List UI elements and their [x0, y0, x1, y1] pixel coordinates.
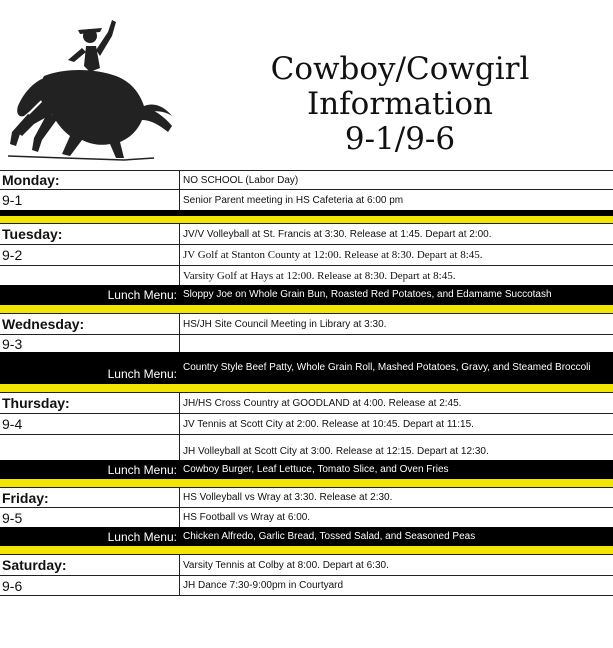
wednesday-day: Wednesday: [0, 314, 180, 334]
wednesday-lunch-row [0, 352, 613, 384]
day-separator [0, 384, 613, 392]
tuesday-event-2: JV Golf at Stanton County at 12:00. Release at 8:30. Depart at 8:45. [183, 249, 483, 261]
lunch-menu-label: Lunch Menu: [107, 288, 177, 302]
wednesday-row-1 [0, 313, 613, 334]
thursday-event-3: JH Volleyball at Scott City at 3:00. Release at 12:15. Depart at 12:30. [183, 446, 489, 457]
thursday-day: Thursday: [0, 393, 180, 413]
page-title [220, 52, 580, 157]
wednesday-event-1: HS/JH Site Council Meeting in Library at 3:30. [183, 318, 387, 330]
title-line-2: Information [306, 86, 494, 122]
friday-day: Friday: [0, 488, 180, 507]
header [0, 0, 613, 170]
thursday-event-2: JV Tennis at Scott City at 2:00. Release at 10:45. Depart at 11:15. [183, 418, 474, 430]
day-separator [0, 210, 613, 223]
wednesday-lunch: Country Style Beef Patty, Whole Grain Roll, Mashed Potatoes, Gravy, and Steamed Broccoli [183, 362, 591, 373]
tuesday-event-3: Varsity Golf at Hays at 12:00. Release at 8:30. Depart at 8:45. [183, 269, 456, 282]
monday-date: 9-1 [0, 190, 180, 210]
bucking-horse-rider-logo [4, 6, 180, 166]
friday-lunch: Chicken Alfredo, Garlic Bread, Tossed Salad, and Seasoned Peas [183, 530, 476, 542]
day-separator [0, 305, 613, 313]
day-separator [0, 546, 613, 554]
saturday-event-2: JH Dance 7:30-9:00pm in Courtyard [183, 580, 344, 591]
saturday-row-2 [0, 575, 613, 596]
monday-day: Monday: [0, 171, 180, 189]
tuesday-row-3 [0, 265, 613, 285]
thursday-row-2 [0, 413, 613, 434]
thursday-row-3 [0, 434, 613, 460]
thursday-event-1: JH/HS Cross Country at GOODLAND at 4:00. Release at 2:45. [183, 397, 462, 409]
schedule-table [0, 170, 613, 596]
thursday-date: 9-4 [0, 414, 180, 434]
thursday-lunch: Cowboy Burger, Leaf Lettuce, Tomato Slice, and Oven Fries [183, 463, 449, 475]
empty-cell [180, 335, 613, 352]
tuesday-row-1 [0, 223, 613, 244]
monday-event-1: NO SCHOOL (Labor Day) [183, 174, 299, 186]
lunch-menu-label: Lunch Menu: [107, 462, 177, 477]
monday-event-2: Senior Parent meeting in HS Cafeteria at 6:00 pm [183, 194, 404, 206]
tuesday-lunch: Sloppy Joe on Whole Grain Bun, Roasted Red Potatoes, and Edamame Succotash [183, 289, 552, 300]
saturday-row-1 [0, 554, 613, 575]
wednesday-date: 9-3 [0, 335, 180, 352]
tuesday-lunch-row [0, 285, 613, 305]
lunch-menu-label: Lunch Menu: [107, 529, 177, 544]
title-line-1: Cowboy/Cowgirl [270, 51, 530, 87]
empty-cell [0, 266, 180, 285]
monday-row-1 [0, 170, 613, 189]
lunch-menu-label: Lunch Menu: [107, 367, 177, 381]
friday-lunch-row [0, 527, 613, 546]
saturday-event-1: Varsity Tennis at Colby at 8:00. Depart at 6:30. [183, 559, 389, 571]
thursday-lunch-row [0, 460, 613, 479]
empty-cell [0, 435, 180, 460]
friday-row-1 [0, 487, 613, 507]
thursday-row-1 [0, 392, 613, 413]
wednesday-row-2 [0, 334, 613, 352]
saturday-day: Saturday: [0, 555, 180, 575]
tuesday-date: 9-2 [0, 245, 180, 265]
monday-row-2 [0, 189, 613, 210]
tuesday-day: Tuesday: [0, 224, 180, 244]
saturday-date: 9-6 [0, 576, 180, 595]
tuesday-event-1: JV/V Volleyball at St. Francis at 3:30. Release at 1:45. Depart at 2:00. [183, 228, 492, 240]
friday-row-2 [0, 507, 613, 527]
friday-event-1: HS Volleyball vs Wray at 3:30. Release at 2:30. [183, 492, 393, 503]
friday-date: 9-5 [0, 508, 180, 527]
title-line-3: 9-1/9-6 [344, 121, 456, 157]
tuesday-row-2 [0, 244, 613, 265]
friday-event-2: HS Football vs Wray at 6:00. [183, 512, 311, 523]
day-separator [0, 479, 613, 487]
